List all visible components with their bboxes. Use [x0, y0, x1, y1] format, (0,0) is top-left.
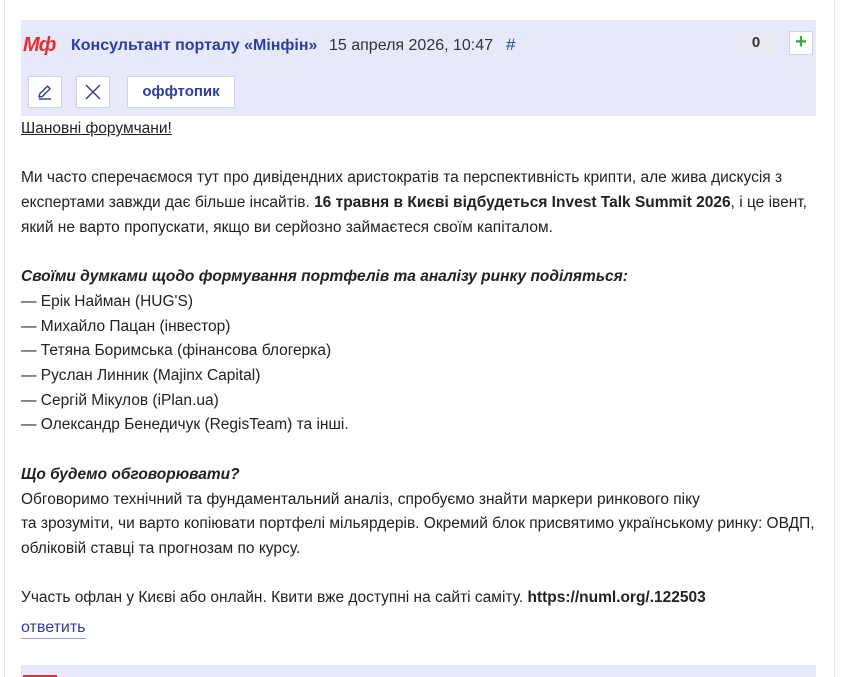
edit-button[interactable]: [28, 76, 62, 108]
offtopic-button[interactable]: оффтопик: [127, 76, 235, 108]
intro-bold-text: 16 травня в Києві відбудеться Invest Talk Summit 2026: [314, 194, 731, 212]
intro-text-1: Ми часто сперечаємося тут про дивідендних аристократів та перспективність крипти, але жива дискусія з експертами завжди дає більше інсайтів.: [21, 169, 783, 212]
frame-border-left: [4, 0, 5, 677]
delete-button[interactable]: [76, 76, 110, 108]
upvote-button[interactable]: +: [789, 31, 813, 55]
next-post-header: [21, 665, 816, 677]
topics-line-1: Обговоримо технічний та фундаментальний аналіз, спробуємо знайти маркери ринкового піку: [21, 490, 700, 508]
greeting-text: Шановні форумчани!: [21, 120, 172, 137]
speaker-item: — Ерік Найман (HUG'S): [21, 292, 193, 310]
post-header: [21, 20, 816, 116]
participation-paragraph: [21, 586, 821, 611]
frame-border-right: [834, 0, 835, 677]
speaker-item: — Сергій Мікулов (iPlan.ua): [21, 391, 219, 409]
speaker-item: — Руслан Линник (Majinx Capital): [21, 367, 261, 384]
intro-paragraph: [21, 166, 821, 240]
participation-text: Участь офлан у Києві або онлайн. Квити вже доступні на сайті саміту.: [21, 589, 528, 607]
speaker-item: — Михайло Пацан (інвестор): [21, 317, 231, 335]
speaker-item: — Тетяна Боримська (фінансова блогерка): [21, 342, 332, 360]
close-icon: [84, 83, 102, 101]
speakers-heading: Своїми думками щодо формування портфелів та аналізу ринку поділяться:: [21, 268, 628, 286]
post-permalink[interactable]: #: [506, 35, 516, 54]
intro-text-2: , і це івент, який не варто пропускати, якщо ви серйозно займаєтеся своїм капіталом.: [21, 194, 807, 236]
author-logo: Мф: [23, 34, 56, 56]
post-datetime: 15 апреля 2026, 10:47: [329, 37, 494, 54]
post-body: [21, 117, 821, 611]
topics-heading: Що будемо обговорювати?: [21, 465, 240, 483]
pencil-icon: [36, 83, 54, 101]
reply-link[interactable]: ответить: [21, 617, 86, 639]
topics-line-2: та зрозуміти, чи варто копіювати портфелі мільярдерів. Окремий блок присвятимо українському ринку: ОВДП, обліковій ставці та прогнозам по курсу.: [21, 515, 815, 557]
author-name-link[interactable]: Консультант порталу «Мінфін»: [71, 37, 318, 54]
post-score: 0: [735, 31, 777, 55]
speaker-item: — Олександр Бенедичук (RegisTeam) та інші.: [21, 416, 349, 434]
summit-link[interactable]: https://numl.org/.122503: [527, 589, 706, 607]
